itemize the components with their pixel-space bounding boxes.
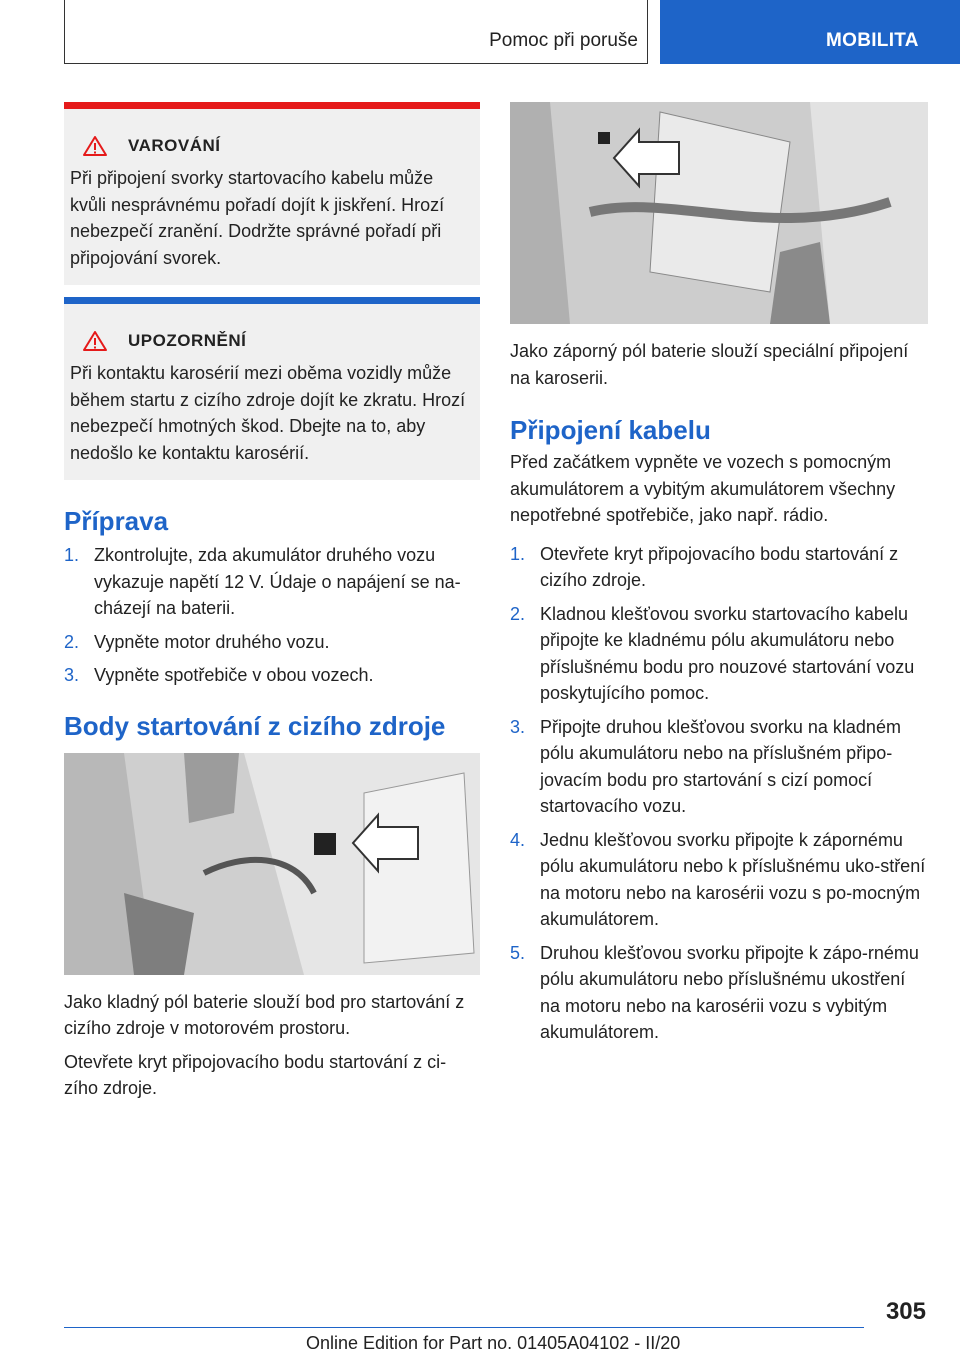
left-column xyxy=(64,102,480,1102)
step-number: 2. xyxy=(64,631,80,652)
warning-text: Při připojení svorky startovacího kabelu může kvůli nesprávnému pořadí dojít k jiskření. Hrozí nebezpečí zranění. Dodržte správné pořadí při připojování svorek. xyxy=(70,168,445,268)
header-section-title: Pomoc při poruše xyxy=(489,30,638,51)
right-column xyxy=(510,102,928,1046)
step-text: Vypněte motor druhého vozu. xyxy=(94,631,330,652)
header-chapter-tab: MOBILITA xyxy=(660,0,960,64)
engine-bay-image xyxy=(510,102,928,324)
page-number: 305 xyxy=(885,1298,926,1325)
step-number: 2. xyxy=(510,603,526,624)
preparation-steps xyxy=(64,542,480,689)
caption-positive: Jako kladný pól baterie slouží bod pro startování z cizího zdroje v motorovém prostoru. xyxy=(64,991,465,1038)
step-text: Připojte druhou klešťovou svorku na kladném pólu akumulátoru nebo na příslušném připo-jovacím bodu pro startování s cizí pomocí startovacího vozu. xyxy=(540,716,901,816)
list-item xyxy=(64,662,480,689)
step-number: 1. xyxy=(64,545,80,565)
step-number: 4. xyxy=(510,829,526,850)
connect-steps xyxy=(510,541,928,1046)
list-item xyxy=(510,714,928,820)
engine-bay-positive-photo xyxy=(64,753,480,975)
step-text: Druhou klešťovou svorku připojte k zápo-rnému pólu akumulátoru nebo příslušnému ukostření na motoru nebo na karosérii vozu s vybitým akumulátorem. xyxy=(540,942,919,1042)
step-text: Kladnou klešťovou svorku startovacího kabelu připojte ke kladnému pólu akumulátoru nebo příslušnému bodu pro nouzové startování vozu poskytujícího pomoc. xyxy=(540,603,915,703)
engine-bay-image xyxy=(64,753,480,975)
notice-header xyxy=(70,330,470,352)
step-number: 3. xyxy=(64,665,80,685)
step-text: Otevřete kryt připojovacího bodu startování z cizího zdroje. xyxy=(540,543,899,590)
footer-edition: Online Edition for Part no. 01405A04102 - II/20 xyxy=(306,1333,681,1353)
warning-triangle-icon xyxy=(82,135,108,157)
caption-negative: Jako záporný pól baterie slouží speciální připojení na karoserii. xyxy=(510,341,909,388)
engine-bay-negative-photo xyxy=(510,102,928,324)
footer-divider xyxy=(64,1327,864,1328)
list-item xyxy=(510,541,928,594)
step-number: 5. xyxy=(510,942,526,963)
warning-header xyxy=(70,135,470,157)
connect-intro: Před začátkem vypněte ve vozech s pomocným akumulátorem a vybitým akumulátorem všechny nepotřebné spotřebiče, jako např. rádio. xyxy=(510,452,896,525)
caption-open-cover: Otevřete kryt připojovacího bodu startování z ci-zího zdroje. xyxy=(64,1051,447,1098)
notice-title: UPOZORNĚNÍ xyxy=(128,331,247,350)
step-number: 3. xyxy=(510,716,526,737)
step-number: 1. xyxy=(510,543,526,564)
step-text: Vypněte spotřebiče v obou vozech. xyxy=(94,665,374,685)
list-item xyxy=(64,629,480,656)
step-text: Zkontrolujte, zda akumulátor druhého vozu vykazuje napětí 12 V. Údaje o napájení se na-cházejí na baterii. xyxy=(94,545,461,618)
preparation-heading: Příprava xyxy=(64,506,169,536)
list-item xyxy=(510,601,928,707)
list-item xyxy=(64,542,480,622)
jump-points-heading: Body startování z cizího zdroje xyxy=(64,710,446,741)
notice-box xyxy=(64,297,480,480)
list-item xyxy=(510,940,928,1046)
list-item xyxy=(510,827,928,933)
warning-triangle-icon xyxy=(82,330,108,352)
notice-text: Při kontaktu karosérií mezi oběma vozidly může během startu z cizího zdroje dojít ke zkratu. Hrozí nebezpečí hmotných škod. Dbejte na to, aby nedošlo ke kontaktu karosérií. xyxy=(70,363,466,463)
step-text: Jednu klešťovou svorku připojte k zápornému pólu akumulátoru nebo k příslušnému uko-stření na motoru nebo na karosérii vozu s po-mocným akumulátorem. xyxy=(540,829,926,929)
warning-box xyxy=(64,102,480,285)
warning-title: VAROVÁNÍ xyxy=(128,136,221,155)
connect-heading: Připojení kabelu xyxy=(510,415,711,445)
